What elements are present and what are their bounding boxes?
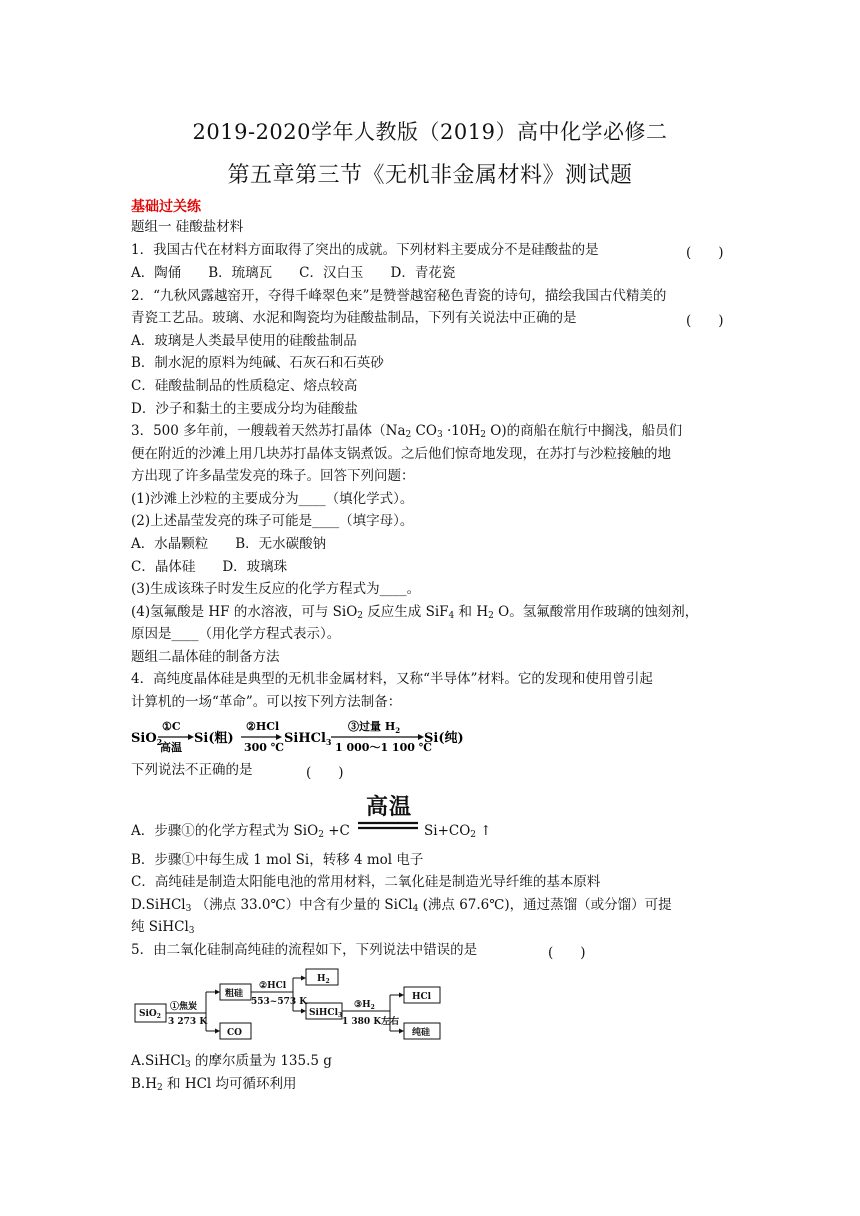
q1-stem: 1．我国古代在材料方面取得了突出的成就。下列材料主要成分不是硅酸盐的是 <box>131 242 599 258</box>
scheme-si-crude: Si(粗) <box>194 731 234 746</box>
q5-answer-paren: ( ) <box>548 945 586 961</box>
q2-stem-line1: 2．“九秋风露越窑开，夺得千峰翠色来”是赞誉越窑秘色青瓷的诗句，描绘我国古代精美的 <box>131 288 667 304</box>
flow-arrowhead-pure <box>399 1029 404 1034</box>
flow-hcl-label: HCl <box>412 992 432 1002</box>
doc-title-line1: 2019-2020学年人教版（2019）高中化学必修二 <box>192 120 668 144</box>
doc-title-line2: 第五章第三节《无机非金属材料》测试题 <box>227 163 633 188</box>
q4-option-b: B．步骤①中每生成 1 mol Si，转移 4 mol 电子 <box>131 852 424 868</box>
scheme-si-pure: Si(纯) <box>424 731 464 746</box>
scheme-step1-bottom: 高温 <box>160 741 182 754</box>
flow-step1-bottom: 3 273 K <box>168 1017 208 1027</box>
q4-reaction-scheme <box>128 716 464 756</box>
flow-arrowhead-crude <box>215 990 220 995</box>
q4-option-a-products: $Si+CO_2$ ↑ <box>424 823 492 840</box>
q1-options: A．陶俑 B．琉璃瓦 C．汉白玉 D．青花瓷 <box>131 265 456 281</box>
flow-crude-label: 粗硅 <box>225 989 244 999</box>
flow-sihcl3-label: SiHCl$_3$ <box>309 1008 343 1019</box>
q3-part4-line2: 原因是____（用化学方程式表示）。 <box>131 626 341 642</box>
flow-h2-label: $H_2$ <box>317 974 330 985</box>
q3-options-ab: A．水晶颗粒 B．无水碳酸钠 <box>131 536 327 552</box>
scheme-step2-top: ②HCl <box>246 720 280 733</box>
scheme-sio2: SiO$_2$ <box>131 731 163 747</box>
gaowen-condition-label: 高温 <box>366 795 413 820</box>
scheme-step2-bottom: 300 ℃ <box>244 741 284 754</box>
q4-stem-line1: 4．高纯度晶体硅是典型的无机非金属材料，又称“半导体”材料。它的发现和使用曾引起 <box>131 671 653 687</box>
flow-step3-top: $③H_2$ <box>354 1000 375 1011</box>
flow-step3-bottom: 1 380 K左右 <box>342 1017 400 1027</box>
q5-flow-diagram <box>128 964 448 1044</box>
flow-arrowhead-hcl <box>399 993 404 998</box>
group1-heading: 题组一 硅酸盐材料 <box>131 219 244 235</box>
q4-stem-line2: 计算机的一场“革命”。可以按下列方法制备： <box>131 694 402 710</box>
flow-arrowhead-co <box>215 1029 220 1034</box>
q3-part3: (3)生成该珠子时发生反应的化学方程式为____。 <box>131 581 421 597</box>
q2-option-b: B．制水泥的原料为纯碱、石灰石和石英砂 <box>131 355 384 371</box>
flow-step1-top: ①焦炭 <box>170 1002 198 1012</box>
q4-question: 下列说法不正确的是 <box>131 762 253 778</box>
q4-option-c: C．高纯硅是制造太阳能电池的常用材料，二氧化硅是制造光导纤维的基本原料 <box>131 874 601 890</box>
q3-part4-line1: (4)氢氟酸是 HF 的水溶液，可与 SiO$_2$ 反应生成 SiF$_4$ 和 $H_2$ O。氢氟酸常用作玻璃的蚀刻剂， <box>131 604 699 621</box>
scheme-step1-top: ①C <box>162 720 181 733</box>
q4-answer-paren: ( ) <box>306 765 344 781</box>
scheme-sihcl3: SiHCl$_3$ <box>284 731 332 747</box>
flow-sio2-label: SiO$_2$ <box>139 1009 161 1020</box>
scheme-step3-top: ③过量 $H_2$ <box>348 720 401 735</box>
q3-stem-line1: 3．500 多年前，一艘载着天然苏打晶体（$Na_2$ $CO_3 \cdot 10H_2$ O)的商船在航行中搁浅，船员们 <box>131 423 683 440</box>
section-heading: 基础过关练 <box>131 199 201 215</box>
q2-stem-line2: 青瓷工艺品。玻璃、水泥和陶瓷均为硅酸盐制品，下列有关说法中正确的是 <box>131 310 577 326</box>
scheme-arrowhead-2 <box>276 734 282 740</box>
flow-pure-label: 纯硅 <box>412 1028 431 1038</box>
flow-step2-bottom: 553~573 K <box>251 997 308 1007</box>
group2-heading: 题组二晶体硅的制备方法 <box>131 649 280 665</box>
q3-part1: (1)沙滩上沙粒的主要成分为____（填化学式）。 <box>131 491 414 507</box>
scheme-step3-bottom: 1 000～1 100 ℃ <box>335 741 432 754</box>
q5-stem: 5．由二氧化硅制高纯硅的流程如下，下列说法中错误的是 <box>131 942 478 958</box>
q3-stem-line2: 便在附近的沙滩上用几块苏打晶体支锅煮饭。之后他们惊奇地发现，在苏打与沙粒接触的地 <box>131 446 671 462</box>
q3-stem-line3: 方出现了许多晶莹发亮的珠子。回答下列问题： <box>131 468 415 484</box>
q1-answer-paren: ( ) <box>686 245 724 261</box>
flow-arrowhead-sihcl3 <box>301 1009 306 1014</box>
q2-answer-paren: ( ) <box>686 313 724 329</box>
flow-step2-top: ②HCl <box>259 981 287 991</box>
q5-option-a: A.SiHCl$_3$ 的摩尔质量为 135.5 g <box>131 1053 332 1070</box>
q4-option-d-line2: 纯 SiHCl$_3$ <box>131 919 195 936</box>
q2-option-c: C．硅酸盐制品的性质稳定、熔点较高 <box>131 378 358 394</box>
q3-options-cd: C．晶体硅 D．玻璃珠 <box>131 559 288 575</box>
q4-option-a: A．步骤①的化学方程式为 SiO$_2$ +C <box>131 823 350 840</box>
q5-option-b: $B.H_2$ 和 HCl 均可循环利用 <box>131 1076 297 1093</box>
q3-part2: (2)上述晶莹发亮的珠子可能是____（填字母）。 <box>131 513 414 529</box>
flow-arrowhead-h2 <box>301 976 306 981</box>
q2-option-d: D．沙子和黏土的主要成分均为硅酸盐 <box>131 401 358 417</box>
flow-co-label: CO <box>227 1028 243 1038</box>
q2-option-a: A．玻璃是人类最早使用的硅酸盐制品 <box>131 333 357 349</box>
equation-double-bar <box>356 821 420 831</box>
q4-option-d-line1: D.SiHCl$_3$ （沸点 33.0℃）中含有少量的 SiCl$_4$ (沸点 67.6℃)，通过蒸馏（或分馏）可提 <box>131 897 672 914</box>
